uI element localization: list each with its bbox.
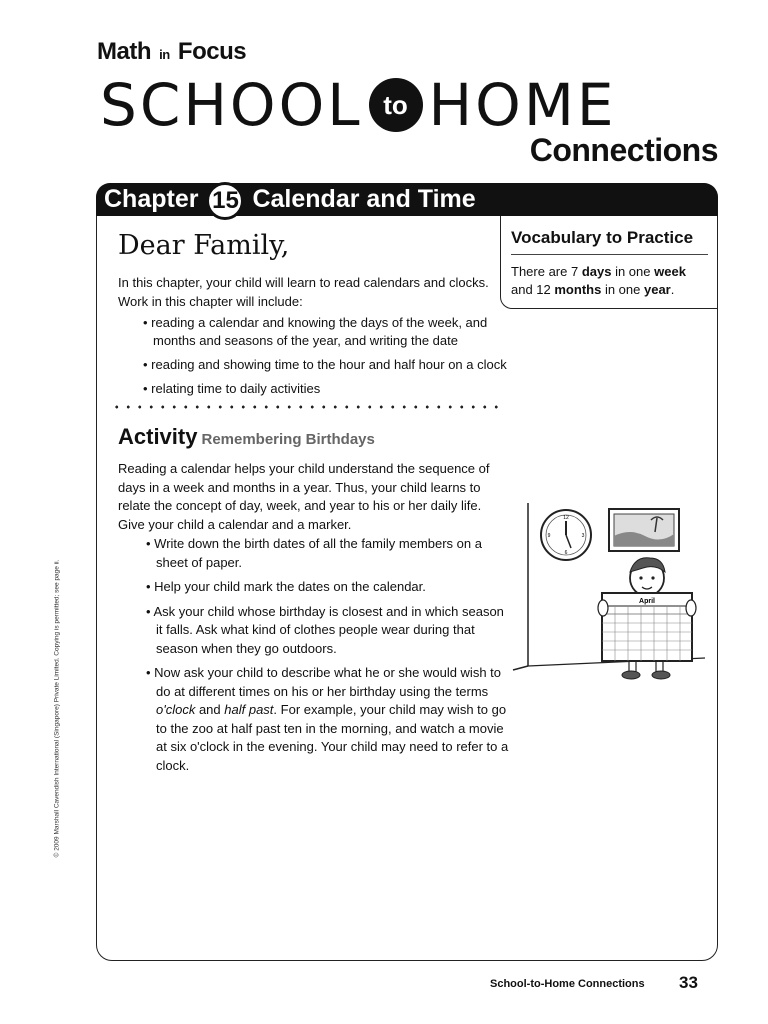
brand-math: Math (97, 38, 151, 65)
intro-paragraph: In this chapter, your child will learn to read calendars and clocks. Work in this chapter will include: (118, 275, 489, 309)
child-with-calendar-illustration (505, 498, 710, 688)
vocab-text-part: and 12 (511, 282, 555, 297)
item-term-oclock: o'clock (156, 702, 196, 717)
list-item: • Ask your child whose birthday is closest and in which season it falls. Ask what kind of clothes people wear during that season when they go outdoors. (146, 603, 511, 659)
vocabulary-title: Vocabulary to Practice (511, 228, 708, 255)
dear-family-greeting: Dear Family, (118, 230, 290, 261)
chapter-topics-list (143, 314, 523, 404)
wall-picture-icon (609, 509, 679, 551)
vocab-word-days: days (581, 264, 612, 279)
vocabulary-box (500, 216, 718, 309)
brand-focus: Focus (177, 38, 247, 65)
list-item: • reading a calendar and knowing the days of the week, and months and seasons of the year, and writing the date (143, 314, 523, 350)
page-number: 33 (679, 973, 698, 992)
vocab-word-year: year (643, 282, 671, 297)
calendar-month-label: April (639, 598, 655, 605)
chapter-number: 15 (206, 182, 244, 220)
chapter-label: Chapter (104, 185, 199, 213)
item-text: and (195, 702, 225, 717)
activity-subtitle: Remembering Birthdays (201, 431, 375, 448)
title-school: SCHOOL (100, 71, 363, 139)
activity-text: Reading a calendar helps your child understand the sequence of days in a week and months in a year. Thus, your child learns to relate the concept of day, week, and year to his or her daily life. (118, 461, 490, 513)
chapter-bar (96, 183, 718, 216)
floor-line (513, 666, 528, 670)
wall-clock-icon (541, 510, 591, 560)
svg-text:12: 12 (563, 515, 569, 521)
vocab-text-part: in one (611, 264, 655, 279)
copyright-notice: © 2009 Marshall Cavendish International (Singapore) Private Limited. Copying is permitted; see page ii. (53, 559, 61, 858)
activity-paragraph (118, 460, 498, 534)
svg-text:3: 3 (581, 533, 585, 539)
vocab-text-part: in one (601, 282, 644, 297)
list-item (146, 664, 511, 775)
vocab-word-week: week (654, 264, 686, 279)
svg-text:9: 9 (547, 533, 551, 539)
item-term-halfpast: half past (224, 702, 274, 717)
title-to-badge: to (369, 78, 423, 132)
dotted-divider (111, 403, 501, 411)
title-home: HOME (428, 71, 617, 139)
list-item: • reading and showing time to the hour and half hour on a clock (143, 356, 523, 374)
school-to-home-title (100, 70, 617, 140)
connections-subtitle: Connections (529, 132, 718, 168)
brand-in: in (159, 47, 170, 62)
vocabulary-text (511, 263, 708, 299)
list-item: • relating time to daily activities (143, 380, 523, 398)
activity-title: Activity (118, 424, 198, 449)
list-item: • Write down the birth dates of all the family members on a sheet of paper. (146, 535, 511, 572)
vocab-text-part: There are 7 (511, 264, 582, 279)
activity-steps-list (146, 535, 511, 781)
brand-logo (97, 38, 246, 66)
svg-text:6: 6 (564, 550, 568, 556)
vocab-word-months: months (554, 282, 602, 297)
footer-label: School-to-Home Connections (490, 978, 645, 990)
list-item: • Help your child mark the dates on the calendar. (146, 578, 511, 597)
activity-text-2: Give your child a calendar and a marker. (118, 516, 352, 532)
item-text: . For example, your child may wish to go to the zoo at half past ten in the morning, and watch a movie at six o'clock in the evening. Your child may need to refer to a clock. (156, 702, 509, 773)
vocab-text-part: . (670, 282, 675, 297)
item-text: Now ask your child to describe what he or she would wish to do at different times on his or her birthday using the terms (154, 665, 502, 699)
chapter-title: Calendar and Time (252, 185, 476, 213)
activity-heading (118, 424, 375, 450)
